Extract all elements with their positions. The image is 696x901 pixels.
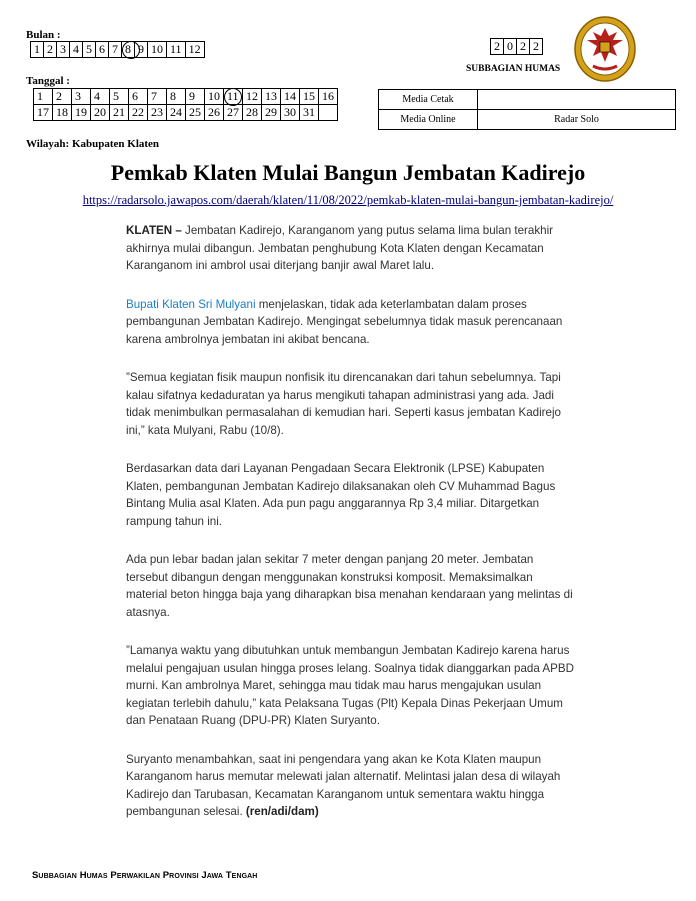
paragraph-2-text: menjelaskan, tidak ada keterlambatan dalam proses pembangunan Jembatan Kadirejo. Mengingat sebelumnya tidak masuk perencanaan karena ambrolnya jembatan ini akibat bencana.	[126, 297, 563, 346]
month-cell: 2	[44, 42, 57, 58]
month-cell: 3	[57, 42, 70, 58]
year-digit-cell: 2	[530, 39, 543, 55]
day-cell: 20	[91, 105, 110, 121]
media-cetak-value	[478, 90, 676, 110]
day-cell: 18	[53, 105, 72, 121]
paragraph-2	[126, 296, 574, 349]
paragraph-7	[126, 751, 574, 821]
media-table	[378, 89, 676, 130]
month-cell: 10	[148, 42, 167, 58]
wilayah-label: Wilayah: Kabupaten Klaten	[26, 138, 160, 150]
month-cell: 5	[83, 42, 96, 58]
day-cell: 1	[34, 89, 53, 105]
month-grid	[30, 41, 205, 58]
year-digit-cell: 2	[491, 39, 504, 55]
article-body	[126, 222, 574, 842]
day-grid	[33, 88, 338, 121]
day-cell: 12	[243, 89, 262, 105]
day-cell: 5	[110, 89, 129, 105]
paragraph-7-text: Suryanto menambahkan, saat ini pengendara yang akan ke Kota Klaten maupun Karanganom harus memutar melewati jalan alternatif. Melintasi jalan desa di wilayah Kadirejo dan Tarubasan, Kecamatan Karanganom untuk sementara waktu hingga pembangunan selesai.	[126, 752, 561, 818]
day-cell: 28	[243, 105, 262, 121]
month-cell: 4	[70, 42, 83, 58]
source-link[interactable]: https://radarsolo.jawapos.com/daerah/klaten/11/08/2022/pemkab-klaten-mulai-bangun-jembatan-kadirejo/	[82, 193, 614, 207]
year-grid	[490, 38, 543, 55]
day-cell: 31	[300, 105, 319, 121]
subbagian-label: SUBBAGIAN HUMAS	[466, 64, 561, 74]
headline: Pemkab Klaten Mulai Bangun Jembatan Kadirejo	[110, 160, 586, 185]
month-cell: 7	[109, 42, 122, 58]
day-cell: 30	[281, 105, 300, 121]
day-cell: 8	[167, 89, 186, 105]
day-cell-empty	[319, 105, 338, 121]
paragraph-4: Berdasarkan data dari Layanan Pengadaan Secara Elektronik (LPSE) Kabupaten Klaten, pembangunan Jembatan Kadirejo dilaksanakan oleh CV Muhammad Bagus Bintang Mulia asal Klaten. Ada pun pagu anggarannya Rp 3,4 miliar. Ditargetkan rampung tahun ini.	[126, 462, 556, 528]
day-cell: 14	[281, 89, 300, 105]
month-cell: 6	[96, 42, 109, 58]
media-online-label: Media Online	[379, 110, 478, 130]
day-cell: 15	[300, 89, 319, 105]
paragraph-6: ”Lamanya waktu yang dibutuhkan untuk membangun Jembatan Kadirejo karena harus melalui pengajuan usulan hingga proses lelang. Soalnya tidak dianggarkan pada APBD murni. Kan ambrolnya Maret, sehingga mau tidak mau harus mengajukan usulan kegiatan terlebih dahulu,” kata Pelaksana Tugas (Plt) Kepala Dinas Pekerjaan Umum dan Penataan Ruang (DPU-PR) Klaten Suryanto.	[126, 644, 574, 727]
day-cell: 16	[319, 89, 338, 105]
paragraph-5: Ada pun lebar badan jalan sekitar 7 meter dengan panjang 20 meter. Jembatan tersebut dibangun dengan menggunakan konstruksi komposit. Memaksimalkan material beton hingga baja yang diharapkan bisa menahan kendaraan yang melintas di atasnya.	[126, 553, 573, 619]
month-cell: 9	[135, 42, 148, 58]
day-cell: 11	[224, 89, 243, 105]
day-cell: 9	[186, 89, 205, 105]
month-cell: 1	[31, 42, 44, 58]
day-cell: 26	[205, 105, 224, 121]
dateline: KLATEN –	[126, 224, 182, 237]
year-digit-cell: 2	[517, 39, 530, 55]
month-cell: 11	[167, 42, 186, 58]
year-digit-cell: 0	[504, 39, 517, 55]
day-cell: 19	[72, 105, 91, 121]
day-cell: 13	[262, 89, 281, 105]
media-online-value: Radar Solo	[478, 110, 676, 130]
footer: Subbagian Humas Perwakilan Provinsi Jawa Tengah	[32, 870, 258, 881]
day-cell: 27	[224, 105, 243, 121]
paragraph-1-text: Jembatan Kadirejo, Karanganom yang putus selama lima bulan terakhir akhirnya mulai dibangun. Jembatan penghubung Kota Klaten dengan Kecamatan Karanganom ini ambrol usai diterjang banjir awal Maret lalu.	[126, 224, 554, 272]
day-cell: 24	[167, 105, 186, 121]
day-cell: 6	[129, 89, 148, 105]
bulan-label: Bulan :	[26, 29, 61, 41]
day-cell: 29	[262, 105, 281, 121]
paragraph-1	[126, 222, 574, 275]
day-cell: 25	[186, 105, 205, 121]
day-cell: 21	[110, 105, 129, 121]
month-cell: 8	[122, 42, 135, 58]
day-cell: 10	[205, 89, 224, 105]
day-cell: 22	[129, 105, 148, 121]
day-cell: 17	[34, 105, 53, 121]
day-cell: 23	[148, 105, 167, 121]
tanggal-label: Tanggal :	[26, 75, 70, 87]
author-credit: (ren/adi/dam)	[245, 805, 319, 818]
media-cetak-label: Media Cetak	[379, 90, 478, 110]
month-cell: 12	[185, 42, 204, 58]
bupati-link[interactable]: Bupati Klaten Sri Mulyani	[126, 297, 256, 311]
day-cell: 7	[148, 89, 167, 105]
day-cell: 3	[72, 89, 91, 105]
paragraph-3: ”Semua kegiatan fisik maupun nonfisik itu direncanakan dari tahun sebelumnya. Tapi kalau sifatnya kedaduratan ya harus mengikuti tahapan administrasi yang ada. Jadi tidak menimbulkan permasalahan di kemudian hari. Seperti kasus jembatan Kadirejo ini,” kata Mulyani, Rabu (10/8).	[126, 371, 562, 437]
garuda-emblem-icon	[573, 16, 637, 82]
day-cell: 2	[53, 89, 72, 105]
day-cell: 4	[91, 89, 110, 105]
